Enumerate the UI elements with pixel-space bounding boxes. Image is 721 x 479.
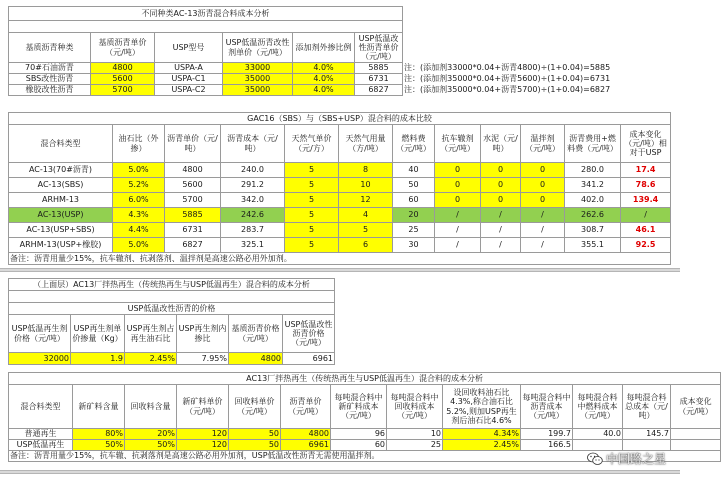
cell: 5 bbox=[285, 178, 339, 193]
cell: 6.0% bbox=[113, 193, 165, 208]
cell: USPA-C2 bbox=[155, 85, 223, 96]
formula-note: 注：(添加剂35000*0.04+沥青5600)÷(1+0.04)=6731 bbox=[404, 74, 611, 84]
cell: 4 bbox=[339, 208, 393, 223]
cell: 4800 bbox=[165, 163, 221, 178]
table-row bbox=[9, 238, 671, 253]
cell: 242.6 bbox=[221, 208, 285, 223]
header-cell: 天然气用量（方/吨） bbox=[339, 125, 393, 163]
cell: 96 bbox=[331, 429, 387, 440]
cell: 280.0 bbox=[565, 163, 621, 178]
header-cell: USP低温再生剂价格（元/吨） bbox=[9, 315, 71, 353]
mix-cost-comparison-table bbox=[8, 112, 671, 265]
cell: 5 bbox=[285, 193, 339, 208]
header-cell: 基质沥青种类 bbox=[9, 33, 91, 63]
header-cell: 天然气单价（元/方） bbox=[285, 125, 339, 163]
header-cell: USP低温改性沥青价格（元/吨） bbox=[283, 315, 335, 353]
cell: 5885 bbox=[355, 63, 403, 74]
cell: 6 bbox=[339, 238, 393, 253]
cell: 5 bbox=[285, 208, 339, 223]
cell: / bbox=[521, 208, 565, 223]
cell: 92.5 bbox=[621, 238, 671, 253]
cell: 35000 bbox=[223, 85, 293, 96]
cell: 4800 bbox=[229, 353, 283, 365]
header-cell: 添加剂外掺比例 bbox=[293, 33, 355, 63]
asphalt-price-table bbox=[8, 6, 671, 96]
cell: 7.95% bbox=[177, 353, 229, 365]
cell: 6827 bbox=[355, 85, 403, 96]
cell: / bbox=[521, 238, 565, 253]
header-cell: USP再生剂单价掺量（Kg） bbox=[71, 315, 125, 353]
usp-price-table bbox=[8, 278, 335, 365]
cell: 4.0% bbox=[293, 85, 355, 96]
table-row bbox=[9, 193, 671, 208]
cell: ARHM-13 bbox=[9, 193, 113, 208]
table4-title: AC13厂拌热再生（传统热再生与USP低温再生）混合料的成本分析 bbox=[9, 373, 721, 385]
cell: 50 bbox=[393, 178, 435, 193]
cell: 32000 bbox=[9, 353, 71, 365]
cell: 240.0 bbox=[221, 163, 285, 178]
cell: 20% bbox=[125, 429, 177, 440]
cell: USP低温再生 bbox=[9, 440, 73, 451]
table-row-highlighted bbox=[9, 208, 671, 223]
cell: 166.5 bbox=[521, 440, 573, 451]
cell: 2.45% bbox=[443, 440, 521, 451]
cell: 5 bbox=[285, 163, 339, 178]
cell: 0 bbox=[481, 178, 521, 193]
cell bbox=[623, 440, 671, 451]
cell: 20 bbox=[393, 208, 435, 223]
header-cell: 混合料类型 bbox=[9, 125, 113, 163]
cell: 120 bbox=[177, 440, 229, 451]
table-row bbox=[9, 74, 671, 85]
header-cell: 沥青成本（元/吨） bbox=[221, 125, 285, 163]
table4-note: 备注：沥青用量少15%，抗车辙、抗剥落剂是高速公路必用外加剂，USP低温改性沥青无需使用温拌剂。 bbox=[9, 451, 721, 462]
cell: 35000 bbox=[223, 74, 293, 85]
header-cell: 成本变化（元/吨）相对于USP bbox=[621, 125, 671, 163]
cell: / bbox=[521, 223, 565, 238]
header-cell: 每吨混合料中回收料成本（元/吨） bbox=[387, 385, 443, 429]
cell: 25 bbox=[393, 223, 435, 238]
cell: 33000 bbox=[223, 63, 293, 74]
header-cell: USP低温沥青改性剂单价（元/吨） bbox=[223, 33, 293, 63]
table-row bbox=[9, 353, 335, 365]
cell: 0 bbox=[521, 178, 565, 193]
cell: SBS改性沥青 bbox=[9, 74, 91, 85]
cell: 1.9 bbox=[71, 353, 125, 365]
cell: 120 bbox=[177, 429, 229, 440]
cell: 308.7 bbox=[565, 223, 621, 238]
cell: 291.2 bbox=[221, 178, 285, 193]
cell: 普通再生 bbox=[9, 429, 73, 440]
cell bbox=[671, 429, 721, 440]
cell: 橡胶改性沥青 bbox=[9, 85, 91, 96]
cell: 0 bbox=[435, 193, 481, 208]
cell: 325.1 bbox=[221, 238, 285, 253]
cell: 5.0% bbox=[113, 163, 165, 178]
cell: 5700 bbox=[165, 193, 221, 208]
cell: 341.2 bbox=[565, 178, 621, 193]
cell: 5885 bbox=[165, 208, 221, 223]
cell: 5 bbox=[285, 238, 339, 253]
cell: 0 bbox=[521, 163, 565, 178]
cell: 4800 bbox=[91, 63, 155, 74]
header-cell: 回收料单价（元/吨） bbox=[229, 385, 281, 429]
cell: USPA-A bbox=[155, 63, 223, 74]
cell: 342.0 bbox=[221, 193, 285, 208]
cell: 5600 bbox=[165, 178, 221, 193]
cell: / bbox=[621, 208, 671, 223]
table-row bbox=[9, 63, 671, 74]
table-row bbox=[9, 223, 671, 238]
section-divider bbox=[0, 268, 680, 272]
cell: 50 bbox=[229, 440, 281, 451]
cell: 6731 bbox=[165, 223, 221, 238]
table-row bbox=[9, 85, 671, 96]
table2-note: 备注：沥青用量少15%，抗车辙剂、抗剥落剂、温拌剂是高速公路必用外加剂。 bbox=[9, 253, 671, 265]
header-cell: 设回收料油石比4.3%,称合油石比5.2%,则加USP再生剂后油石比4.6% bbox=[443, 385, 521, 429]
cell: 5700 bbox=[91, 85, 155, 96]
cell: 17.4 bbox=[621, 163, 671, 178]
cell: 355.1 bbox=[565, 238, 621, 253]
cell: 145.7 bbox=[623, 429, 671, 440]
cell: 283.7 bbox=[221, 223, 285, 238]
cell: 4.4% bbox=[113, 223, 165, 238]
cell: / bbox=[481, 223, 521, 238]
cell: 50 bbox=[229, 429, 281, 440]
table-row bbox=[9, 440, 721, 451]
header-cell: 抗车辙剂（元/吨） bbox=[435, 125, 481, 163]
wechat-icon bbox=[587, 452, 603, 466]
cell: / bbox=[435, 208, 481, 223]
cell: 40 bbox=[393, 163, 435, 178]
header-cell: USP再生剂占再生油石比 bbox=[125, 315, 177, 353]
cell: 0 bbox=[481, 163, 521, 178]
cell: 80% bbox=[73, 429, 125, 440]
cell: AC-13(SBS) bbox=[9, 178, 113, 193]
cell: 8 bbox=[339, 163, 393, 178]
cell: 4.0% bbox=[293, 74, 355, 85]
cell: 4.0% bbox=[293, 63, 355, 74]
header-cell: 每吨混合料总成本（元/吨） bbox=[623, 385, 671, 429]
cell: 46.1 bbox=[621, 223, 671, 238]
cell: 78.6 bbox=[621, 178, 671, 193]
header-cell: 沥青单价（元/吨） bbox=[281, 385, 331, 429]
table-row bbox=[9, 429, 721, 440]
cell: 5 bbox=[339, 223, 393, 238]
cell: 50% bbox=[125, 440, 177, 451]
header-cell: USP低温改性沥青单价（元/吨） bbox=[355, 33, 403, 63]
header-cell: 燃料费（元/吨） bbox=[393, 125, 435, 163]
watermark-text: 中国路之星 bbox=[605, 452, 666, 466]
cell: 0 bbox=[521, 193, 565, 208]
cell: AC-13(USP+SBS) bbox=[9, 223, 113, 238]
cell: 4800 bbox=[281, 429, 331, 440]
cell: ARHM-13(USP+橡胶) bbox=[9, 238, 113, 253]
cell: 60 bbox=[393, 193, 435, 208]
cell: / bbox=[435, 238, 481, 253]
header-cell: 新矿料单价（元/吨） bbox=[177, 385, 229, 429]
formula-note: 注：(添加剂33000*0.04+沥青4800)÷(1+0.04)=5885 bbox=[404, 63, 611, 73]
table3-title: （上面层）AC13厂拌热再生（传统热再生与USP低温再生）混合料的成本分析 bbox=[9, 279, 335, 291]
cell: 0 bbox=[481, 193, 521, 208]
cell: 4.3% bbox=[113, 208, 165, 223]
cell: AC-13(USP) bbox=[9, 208, 113, 223]
cell: 199.7 bbox=[521, 429, 573, 440]
cell: 50% bbox=[73, 440, 125, 451]
header-cell: 沥青单价（元/吨） bbox=[165, 125, 221, 163]
cell: 139.4 bbox=[621, 193, 671, 208]
cell: 5 bbox=[285, 223, 339, 238]
header-cell: 沥青费用+燃料费（元/吨） bbox=[565, 125, 621, 163]
cell: 6827 bbox=[165, 238, 221, 253]
cell: 60 bbox=[331, 440, 387, 451]
header-cell: USP型号 bbox=[155, 33, 223, 63]
cell: 70#石油沥青 bbox=[9, 63, 91, 74]
cell: 5.2% bbox=[113, 178, 165, 193]
cell: 262.6 bbox=[565, 208, 621, 223]
header-cell: 成本变化（元/吨） bbox=[671, 385, 721, 429]
header-cell: 基质沥青价格（元/吨） bbox=[229, 315, 283, 353]
header-cell: 水泥（元/吨） bbox=[481, 125, 521, 163]
cell: AC-13(70#沥青) bbox=[9, 163, 113, 178]
header-cell: 每吨混合料中新矿料成本（元/吨） bbox=[331, 385, 387, 429]
table3-subtitle: USP低温改性沥青的价格 bbox=[9, 303, 335, 315]
header-cell: 新矿料含量 bbox=[73, 385, 125, 429]
cell: 6961 bbox=[281, 440, 331, 451]
cell: 4.34% bbox=[443, 429, 521, 440]
watermark bbox=[587, 450, 666, 467]
cell: 10 bbox=[339, 178, 393, 193]
cell: 25 bbox=[387, 440, 443, 451]
cell: 5600 bbox=[91, 74, 155, 85]
header-cell: USP再生剂内掺比 bbox=[177, 315, 229, 353]
header-cell: 每吨混合料中燃料成本（元/吨） bbox=[573, 385, 623, 429]
formula-note: 注：(添加剂35000*0.04+沥青5700)÷(1+0.04)=6827 bbox=[404, 85, 611, 95]
cell: 30 bbox=[393, 238, 435, 253]
cell: 0 bbox=[435, 163, 481, 178]
section-divider bbox=[0, 470, 680, 474]
cell: 10 bbox=[387, 429, 443, 440]
cell: / bbox=[435, 223, 481, 238]
cell: 6961 bbox=[283, 353, 335, 365]
header-cell: 温拌剂（元/吨） bbox=[521, 125, 565, 163]
header-cell: 油石比（外掺） bbox=[113, 125, 165, 163]
cell: 402.0 bbox=[565, 193, 621, 208]
cell: / bbox=[481, 238, 521, 253]
table2-title: GAC16（SBS）与（SBS+USP）混合料的成本比较 bbox=[9, 113, 671, 125]
cell: 6731 bbox=[355, 74, 403, 85]
recycling-cost-table bbox=[8, 372, 721, 462]
cell bbox=[573, 440, 623, 451]
cell: 40.0 bbox=[573, 429, 623, 440]
header-cell: 回收料含量 bbox=[125, 385, 177, 429]
table-row bbox=[9, 163, 671, 178]
cell: 12 bbox=[339, 193, 393, 208]
header-cell: 每吨混合料中沥青成本（元/吨） bbox=[521, 385, 573, 429]
header-cell: 基质沥青单价（元/吨） bbox=[91, 33, 155, 63]
cell: 5.0% bbox=[113, 238, 165, 253]
cell: / bbox=[481, 208, 521, 223]
header-cell: 混合料类型 bbox=[9, 385, 73, 429]
table1-title: 不同种类AC-13沥青混合料成本分析 bbox=[9, 7, 403, 21]
cell: USPA-C1 bbox=[155, 74, 223, 85]
cell bbox=[671, 440, 721, 451]
cell: 2.45% bbox=[125, 353, 177, 365]
cell: 0 bbox=[435, 178, 481, 193]
table-row bbox=[9, 178, 671, 193]
